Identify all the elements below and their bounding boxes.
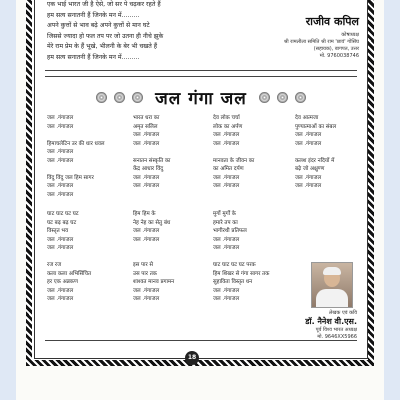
stanza-line: जल .गंगाजल [47,287,74,294]
stanza-line: जल .गंगाजल [133,296,160,302]
flower-icon [96,92,107,103]
stanza-line: शाश्वत मानव प्रगामन [133,279,175,285]
stanza-line: जल .गंगाजल [133,287,160,294]
stanza-line: जल .गंगाजल [133,140,160,147]
credit-meta [305,327,357,341]
stanza-line: जल .गंगाजल [47,296,74,302]
stanza-line: जल .गंगाजल [47,183,74,189]
stanza-line [47,253,91,262]
poem-line: जिससे ज्यादा हो फल तप पर जो उतना ही नीचे झुके [47,32,164,40]
credit-meta-line: पूर्व विश्व भारत अध्यक्ष [315,327,357,333]
stanza-line: पुण्यात्माओं का संबल [295,123,337,130]
stanza-line: जल .गंगाजल [47,236,74,243]
stanza-line: बढ़े जो अक्षुण्ण [295,166,325,172]
stanza-line: जल .गंगाजल [47,149,74,155]
stanza-line: कला कला अभिसिंचित [47,270,92,277]
author-meta-line: मो. 9760038746 [319,53,359,59]
author-meta [249,32,359,60]
stanza-line: का अमित दर्पण [213,166,244,172]
flower-icon [114,92,125,103]
stanza-line: जल .गंगाजल [213,183,240,189]
stanza-line: जल .गंगाजल [47,115,74,121]
stanza-line: कलश इंदर नदियों में [295,157,335,164]
author-photo [311,262,353,308]
title-row [35,86,367,110]
stanza-column-5 [47,210,91,304]
author-name: राजीव कपिल [305,15,359,28]
stanza-line [295,148,336,157]
stanza-line [47,165,105,174]
stanza-line [213,253,269,262]
stanza-line: घट बढ़ बढ़ घट [47,219,77,226]
separator-line [45,76,357,77]
poem-line: मेरे राम प्रेम के हैं भूखे, भीलनी के बेर भी चखते हैं [47,43,158,50]
stanza-line: देव आत्मजा [295,115,319,121]
stanza-line: सनातन संस्कृति का [133,157,171,164]
credit-box [305,310,357,341]
stanza-line: जल .गंगाजल [213,245,240,251]
stanza-line: जल .गंगाजल [213,140,240,147]
stanza-line: हमारे तप का [213,219,238,226]
author-box [249,14,359,60]
stanza-line: जल .गंगाजल [47,123,74,130]
stanza-line: केंद्र आधार विंदु [133,166,164,172]
stanza-line: विस्तृत भव [47,228,69,234]
stanza-line: जल .गंगाजल [133,174,160,181]
stanza-line: सुहाविता विस्तृत धन [213,279,253,285]
author-meta-line: (सहायक), बागपत, उत्तर [313,46,359,52]
stanza-line: लोक का अर्पण [213,123,243,130]
stanza-line: जल .गंगाजल [213,132,240,138]
stanza-line: जल .गंगाजल [133,132,160,138]
stanza-line [133,148,170,157]
stanza-line: जल .गंगाजल [47,245,74,251]
stanza-line [133,253,174,262]
stanza-line: जल .गंगाजल [295,140,322,147]
stanza-line: अमृत सलिल [133,123,158,130]
stanza-line: विंदु विंदु जल हिम सागर [47,174,94,181]
poem-line: अपने कुत्तों से भाव बढ़े अपने कुत्तों से मान घटे [47,22,150,29]
credit-name: डॉ. नैनेश वी.एस. [305,317,357,326]
credit-meta-line: मो. 9646XX5966 [317,334,357,340]
stanza-line: रज रज [47,262,62,268]
stanza-line: जल .गंगाजल [133,183,160,189]
stanza-column-2 [133,114,170,191]
stanza-line: जल .गंगाजल [213,236,240,243]
stanza-line [213,148,254,157]
stanza-column-4 [295,114,336,191]
flower-icon [132,92,143,103]
stanza-line: जल .गंगाजल [47,157,74,164]
stanza-column-6 [133,210,174,304]
poem-title: जल गंगा जल [155,89,247,109]
stanza-column-1 [47,114,105,199]
flower-icon [259,92,270,103]
author-meta-line: श्री रामलीला समिति श्री राम 'छावं' गोसिंघ [283,39,359,45]
stanza-line: जल .गंगाजल [295,132,322,138]
stanza-line: हिम शिखर से गंगा सागर तक [213,270,270,277]
stanza-line: उस पार तक [133,270,157,277]
photo-shirt [316,289,348,307]
author-meta-line: कोषाध्यक्ष [341,32,359,38]
separator-line [45,70,357,71]
stanza-line: घाट घाट घट घट परक [213,262,256,268]
stanza-line: जल .गंगाजल [295,183,322,189]
stanza-column-3 [213,114,254,191]
stanza-line: भागीरथी प्रतिफल [213,228,247,234]
stanza-column-7 [213,210,269,304]
stanza-line: हर एक अन्नकण [47,279,78,285]
page-content [34,0,368,359]
stanza-line: जल .गंगाजल [133,228,160,234]
photo-hair [323,267,341,275]
flower-icon [277,92,288,103]
stanza-line: हिम हिम के [133,211,156,217]
stanza-line: हिमाचलेटिन उर की धार धवल [47,140,105,147]
stanza-line: इस पार से [133,262,154,268]
poem-line: हम सत्य सनातनी हैं जिनके मन में......... [47,11,140,19]
poem-line: एक भाई भारत जी है ऐसे, जो सर पे चढ़कर रहते हैं [47,1,161,8]
stanza-line: मुर्गो मुर्गों के [213,211,236,217]
stanza-line: जल .गंगाजल [213,296,240,302]
poem-line: हम सत्य सनातनी हैं जिनके मन में......... [47,53,140,61]
page-number-badge: 18 [185,351,199,365]
stanza-line: जल .गंगाजल [213,287,240,294]
stanza-line: जल .गंगाजल [133,236,160,243]
stanza-line: नेह नेह का सेतु बंध [133,219,171,226]
flower-icon [295,92,306,103]
stanza-line [47,131,105,140]
separator-line [45,340,357,341]
stanza-line: घाट घाट घट घट [47,211,79,217]
stanza-line: देव लोक चर्चा [213,115,240,121]
credit-role: लेखक एवं कवि [329,310,357,316]
stanza-line: मानवता के जीवन का [213,157,255,164]
stanza-line [133,244,174,253]
stanza-line: जल .गंगाजल [295,174,322,181]
stanza-line: भारत धरा का [133,115,160,121]
top-poem [47,0,163,63]
stanza-line: जल .गंगाजल [47,191,74,198]
stanza-line: जल .गंगाजल [213,174,240,181]
